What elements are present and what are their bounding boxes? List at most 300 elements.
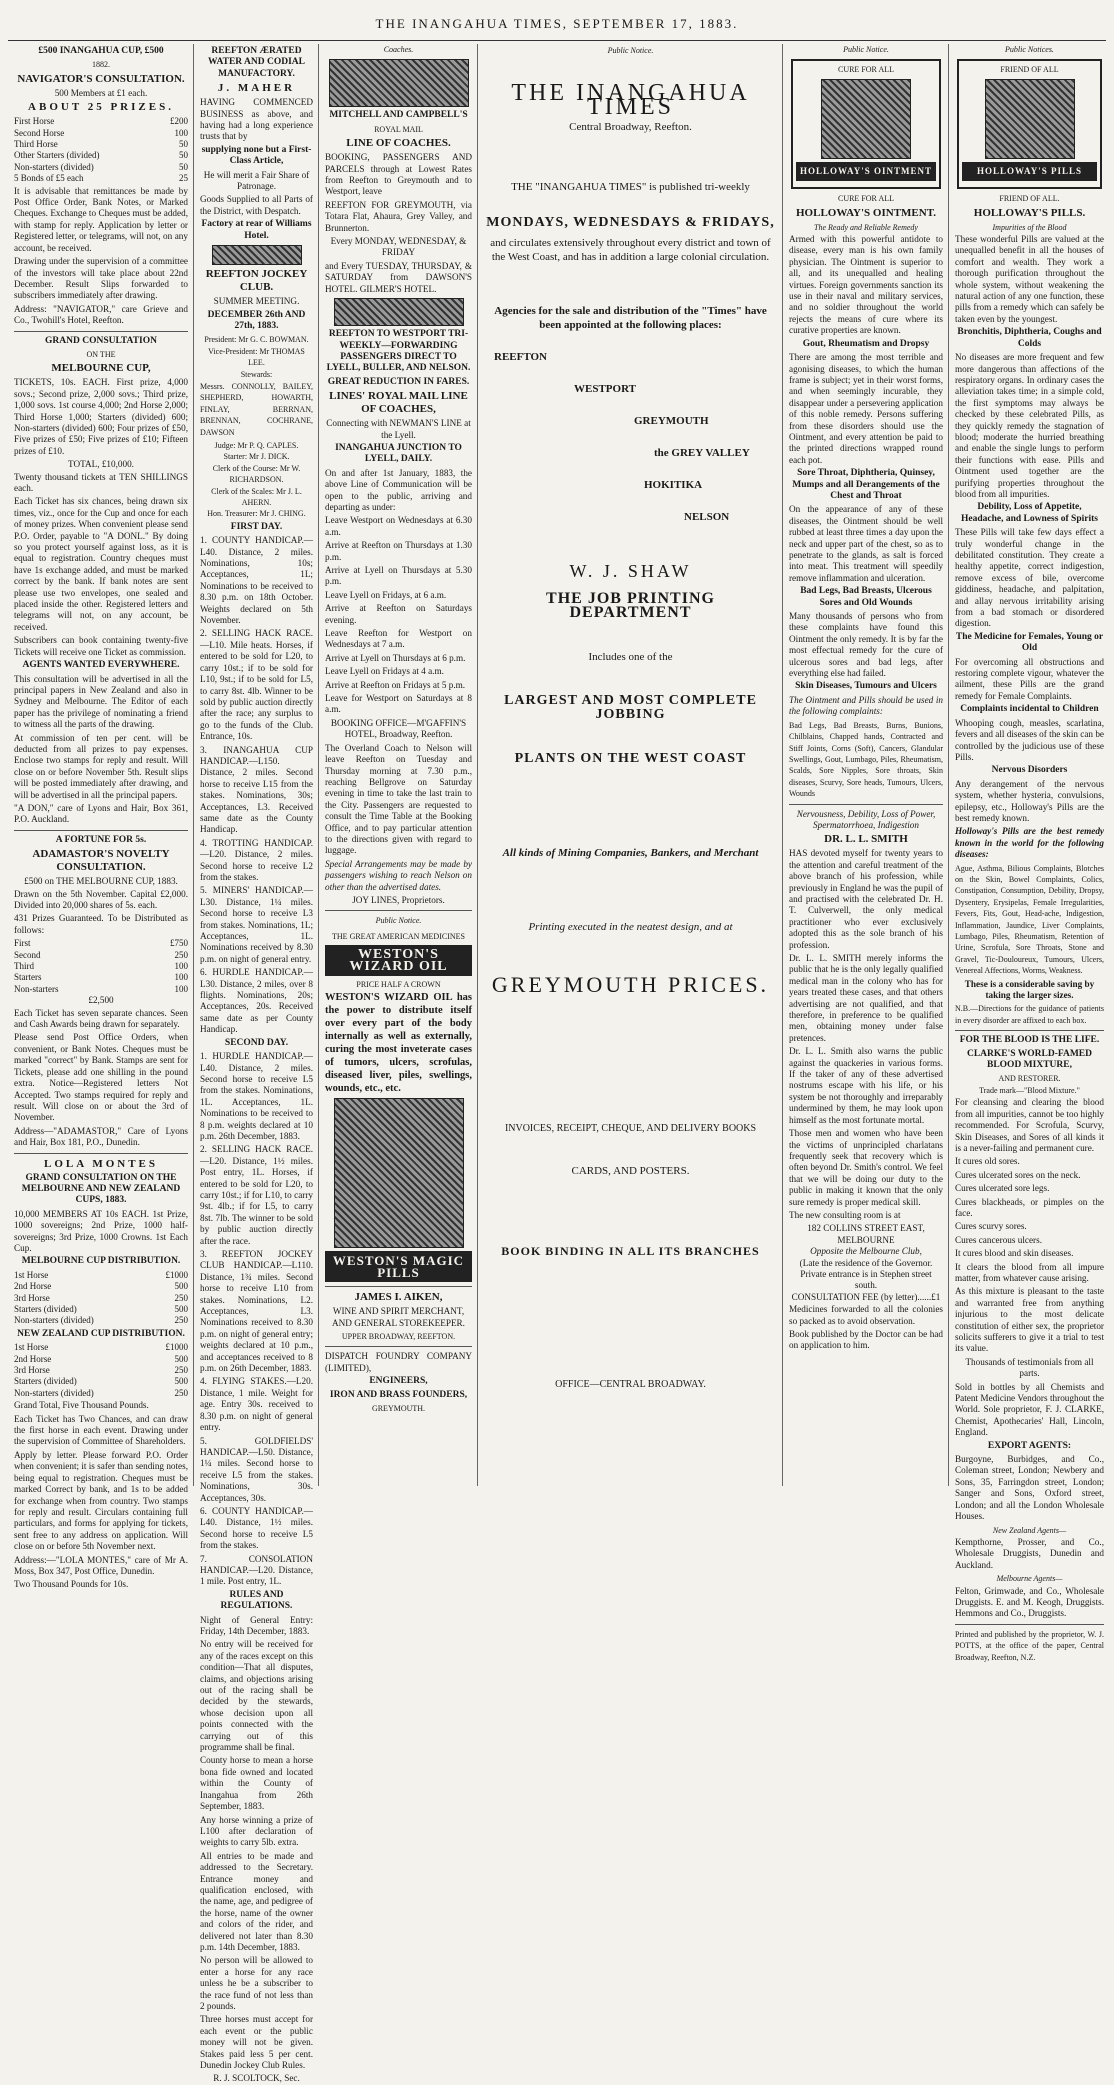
commission-text: At commission of ten per cent. will be deducted from all prizes to pay expenses. Enclose two stamps for reply and result. Will close on or before November 5th. Result slips will be posted immediately after drawing, and will be advertised in all the principal papers. — [14, 732, 188, 800]
engineers: ENGINEERS, — [369, 1376, 428, 1387]
timetable-entry: Leave Reefton for Westport on Wednesdays at 7 a.m. — [325, 628, 472, 650]
divider — [955, 1624, 1104, 1625]
booking-office: BOOKING OFFICE—M'GAFFIN'S HOTEL, Broadway, Reefton. — [330, 717, 467, 740]
judge-line: Judge: Mr P. Q. CAPLES. — [214, 440, 299, 450]
binding-line: BOOK BINDING IN ALL ITS BRANCHES — [501, 1244, 760, 1258]
table-row — [14, 961, 188, 972]
special-arrangements: Special Arrangements may be made by passengers wishing to reach Nelson on other than the advertised dates. — [325, 858, 472, 892]
prize-value: £750 — [170, 938, 188, 949]
melbourne-text: TICKETS, 10s. EACH. First prize, 4,000 sovs.; Second prize, 2,000 sovs.; Third prize, 1,000 sovs. 1st course 4,000; 2nd Horse 2,000; Third Horse 1,000; Starters (divided) 600; Non-starters (divided) 600; Four prizes of £50, Five prizes of £50; Five prizes of £10; Fifteen prizes of £10. — [14, 377, 188, 456]
table-row — [14, 1293, 188, 1304]
coach-company: MITCHELL AND CAMPBELL'S — [329, 110, 468, 121]
return-text: and Every TUESDAY, THURSDAY, & SATURDAY from DAWSON'S HOTEL. GILMER'S HOTEL. — [325, 260, 472, 294]
nz-distribution: NEW ZEALAND CUP DISTRIBUTION. — [17, 1328, 185, 1339]
cure-item: Cures scurvy sores. — [955, 1221, 1027, 1232]
table-row — [14, 950, 188, 961]
opposite-line: Opposite the Melbourne Club, — [810, 1246, 922, 1257]
maher-name: J. MAHER — [217, 82, 296, 95]
section-label: Public Notice. — [843, 45, 889, 54]
publication-days: MONDAYS, WEDNESDAYS & FRIDAYS, — [486, 215, 775, 230]
office-line: Central Broadway, Reefton. — [569, 121, 692, 133]
cure-item: It cures blood and skin diseases. — [955, 1248, 1074, 1259]
pills-label: HOLLOWAY'S PILLS — [962, 162, 1097, 181]
melb-agents-heading: Melbourne Agents— — [996, 1574, 1063, 1584]
table-row — [14, 1376, 188, 1387]
ointment-label: HOLLOWAY'S OINTMENT — [796, 162, 936, 181]
prize-value: 250 — [174, 1292, 188, 1303]
prize-label: Non-starters (divided) — [14, 161, 94, 172]
tickets-text: Twenty thousand tickets at TEN SHILLINGS each. — [14, 471, 188, 493]
timetable-entry: Leave Lyell on Fridays at 4 a.m. — [325, 666, 444, 677]
great-american: THE GREAT AMERICAN MEDICINES — [332, 931, 465, 941]
smith-name: DR. L. L. SMITH — [824, 833, 908, 846]
second-day-heading: SECOND DAY. — [224, 1037, 289, 1048]
royal-mail: ROYAL MAIL — [374, 124, 423, 134]
cure-item: Cures cancerous ulcers. — [955, 1234, 1042, 1245]
meeting-dates: DECEMBER 26th AND 27th, 1883. — [207, 309, 306, 331]
agencies-text: Agencies for the sale and distribution of the "Times" have been appointed at the following places: — [494, 305, 767, 331]
blood-life: FOR THE BLOOD IS THE LIFE. — [959, 1035, 1100, 1046]
prize-label: First — [14, 938, 31, 949]
divider — [789, 804, 943, 805]
melb-agents: Felton, Grimwade, and Co., Wholesale Druggists. E. and M. Keogh, Druggists. Hemmons and Co., Druggists. — [955, 1585, 1104, 1619]
column-3 — [321, 44, 476, 1486]
column-rule — [782, 44, 783, 1486]
paper-title: THE INANGAHUA TIMES — [511, 80, 750, 120]
grand-consultation-heading: GRAND CONSULTATION — [45, 335, 157, 346]
impurities-heading: Impurities of the Blood — [992, 222, 1067, 232]
prize-value: 50 — [179, 139, 188, 150]
includes-line: Includes one of the — [588, 651, 673, 663]
divider — [955, 1030, 1104, 1031]
agency-list — [484, 350, 777, 524]
subscribers-text: Subscribers can book containing twenty-five Tickets will receive one Ticket as commission. — [14, 635, 188, 657]
prize-value: £200 — [170, 116, 188, 127]
aiken-address: UPPER BROADWAY, REEFTON. — [341, 1332, 456, 1342]
prize-label: 3rd Horse — [14, 1365, 50, 1376]
complaints-list: Bad Legs, Bad Breasts, Burns, Bunions, Chilblains, Chapped hands, Contracted and Stiff Joints, Corns (Soft), Cancers, Glandular Swellings, Gout, Lumbago, Piles, Rheumatism, Scalds, Sore Nipples, Sore throats, Skin diseases, Scurvy, Sore heads, Tumours, Ulcers, Wounds — [789, 720, 943, 799]
cup-header: £500 INANGAHUA CUP, £500 — [38, 46, 164, 56]
column-4 — [480, 44, 781, 1486]
lola-text: Each Ticket has Two Chances, and can draw the first horse in each event. Drawing under the supervision of Committee of Shareholders. — [14, 1413, 188, 1447]
trade-mark: Trade mark—"Blood Mixture." — [979, 1085, 1080, 1095]
prize-label: 2nd Horse — [14, 1353, 52, 1364]
published-line: THE "INANGAHUA TIMES" is published tri-weekly — [511, 181, 750, 193]
circulation-text: and circulates extensively throughout every district and town of the West Coast, and has in addition a large colonial circulation. — [490, 237, 771, 263]
timetable-entry: Arrive at Lyell on Thursdays at 6 p.m. — [325, 652, 466, 663]
nervous-line: Nervousness, Debility, Loss of Power, Spermatorrhoea, Indigestion — [796, 808, 936, 830]
prize-value: 500 — [174, 1281, 188, 1292]
fares-reduction: GREAT REDUCTION IN FARES. — [327, 376, 470, 387]
table-row — [14, 162, 188, 173]
prize-label: 5 Bonds of £5 each — [14, 173, 84, 184]
cure-item: Cures ulcerated sores on the neck. — [955, 1169, 1081, 1180]
figure-illustration — [985, 79, 1075, 159]
nz-prize-table — [14, 1342, 188, 1399]
column-rule — [318, 44, 319, 1486]
nervous-heading: Nervous Disorders — [991, 765, 1068, 776]
prize-label: Starters (divided) — [14, 1304, 77, 1314]
pills-text: Any derangement of the nervous system, whether hysteria, convulsions, epilepsy, etc., Holloway's Pills are the best remedy known. — [955, 778, 1104, 823]
clarke-text: For cleansing and clearing the blood from all impurities, cannot be too highly recommended. For Scrofula, Scurvy, Skin Diseases, and Sores of all kinds it is a never-failing and permanent cure. — [955, 1097, 1104, 1153]
prize-label: Non-starters (divided) — [14, 1315, 94, 1326]
prize-label: Non-starters — [14, 983, 59, 994]
prize-value: 250 — [174, 1315, 188, 1326]
smith-text: Those men and women who have been the victims of unprincipled charlatans frequently seek that recovery which is often beyond Dr. Smith's control. We feel that we will be doing our duty to the public in making it known that the only sure remedy is proper medical skill. — [789, 1128, 943, 1207]
race-entry: 1. HURDLE HANDICAP.—L40. Distance, 2 miles. Second horse to receive L5 from the stakes. Nominations, 1L. Acceptances, 1L. Nominations to be received to 8 p.m. weights declared at 10 p.m. 26th December, 1883. — [200, 1051, 313, 1141]
pills-heading: HOLLOWAY'S PILLS. — [973, 206, 1086, 219]
agents-heading: AGENTS WANTED EVERYWHERE. — [22, 660, 180, 671]
adamastor-text: Please send Post Office Orders, when convenient, or Bank Notes. Cheques must be marked "correct" by Bank. Stamps are sent for Tickets, please add one shilling in the pound extra. Notice—Registered letters Not Accepted. Two stamps required for reply and result. Will close on or about the 3rd of November. — [14, 1032, 188, 1123]
agency-place: HOKITIKA — [644, 479, 703, 491]
column-1 — [10, 44, 192, 1590]
prize-label: First Horse — [14, 116, 55, 127]
prize-value: 500 — [174, 1376, 188, 1387]
prize-label: 2nd Horse — [14, 1281, 52, 1292]
coach-illustration — [329, 59, 469, 107]
divider — [14, 331, 188, 332]
lola-distribution: MELBOURNE CUP DISTRIBUTION. — [21, 1256, 181, 1267]
divider — [325, 1346, 472, 1347]
clarke-heading: CLARKE'S WORLD-FAMED BLOOD MIXTURE, — [966, 1048, 1092, 1071]
schedule: Every MONDAY, WEDNESDAY, & FRIDAY — [330, 236, 467, 258]
race-entry: 3. REEFTON JOCKEY CLUB HANDICAP.—L110. Distance, 1¾ miles. Second horse to receive L10 from stakes. Nominations, L2. Acceptances, L3. Nominations received to 8.30 p.m. on night of general entry; weights declared at 10 p.m., and acceptances received to 8 p.m. on 26th December, 1883. — [200, 1249, 313, 1374]
table-row — [14, 1281, 188, 1292]
timetable-entry: Arrive at Reefton on Thursdays at 1.30 p.m. — [325, 540, 472, 562]
newman-text: Connecting with NEWMAN'S LINE at the Lyell. — [326, 418, 471, 440]
timetable-entry: Leave Westport on Wednesdays at 6.30 a.m. — [325, 515, 472, 537]
ointment-text: On the appearance of any of these diseases, the Ointment should be well rubbed at least three times a day upon the neck and upper part of the chest, so as to penetrate to the glands, as salt is forced into meat. This treatment will speedily remove inflammation and ulceration. — [789, 504, 943, 583]
largest-line: LARGEST AND MOST COMPLETE JOBBING — [504, 693, 757, 722]
race-entry: 2. SELLING HACK RACE.—L10. Mile heats. Horses, if entered to be sold for L20, to carry 10st.; if to be sold for L10, 9st.; if to be sold for L5, to carry 8st. 4lb. Winner to be sold by public auction directly after the race; any surplus to go to the funds of the Club. Entrance, 10s. — [200, 628, 313, 742]
fees-line: The new consulting room is at — [789, 1209, 901, 1220]
smith-text: Dr. L. L. Smith also warns the public against the quackeries in various forms. If the taker of any of these advertised nostrums escape with his life, or his system be not thoroughly and irreparably undermined by them, he may look upon himself as the most fortunate mortal. — [789, 1046, 943, 1125]
book-line: Book published by the Doctor can be had on application to him. — [789, 1329, 943, 1351]
sore-throat-heading: Sore Throat, Diphtheria, Quinsey, Mumps and all Derangements of the Chest and Throat — [792, 468, 940, 501]
prize-value: 250 — [174, 949, 188, 960]
timetable-entry: Arrive at Reefton on Saturdays evening. — [325, 603, 472, 625]
rule-entry: Any horse winning a prize of L100 after declaration of weights to carry 5lb. extra. — [200, 1814, 313, 1848]
kinds-line: All kinds of Mining Companies, Bankers, and Merchant — [502, 847, 759, 859]
prize-label: 1st Horse — [14, 1269, 49, 1280]
emblem-banner: FRIEND OF ALL — [1000, 65, 1059, 75]
agents-text: This consultation will be advertised in all the principal papers in New Zealand and also in Sydney and Melbourne. The Editor of each paper has the privilege of nominating a friend to witness all the parts of the drawing. — [14, 673, 188, 730]
lola-montes-heading: LOLA MONTES — [44, 1157, 158, 1170]
line-of-coaches: LINE OF COACHES. — [346, 137, 451, 150]
job-printing-heading: THE JOB PRINTING DEPARTMENT — [546, 590, 715, 621]
skin-heading: Skin Diseases, Tumours and Ulcers — [795, 681, 937, 692]
pills-text: These Pills will take few days effect a truly wonderful change in the debilitated constitution. They create a healthy appetite, correct indigestion, remove excess of bile, overcome giddiness, headache, and palpitation, and allay nervous irritability arising from a bad stomach or disordered digestion. — [955, 527, 1104, 629]
prize-label: Second Horse — [14, 127, 65, 138]
plants-line: PLANTS ON THE WEST COAST — [514, 751, 747, 766]
prize-label: Starters (divided) — [14, 1376, 77, 1387]
prize-value: 100 — [174, 983, 188, 994]
cure-item: It clears the blood from all impure matter, from whatever cause arising. — [955, 1261, 1104, 1283]
table-row — [14, 1388, 188, 1399]
grand-on: ON THE — [86, 349, 116, 359]
timetable-entry: Arrive at Reefton on Fridays at 5 p.m. — [325, 679, 466, 690]
navigator-title: NAVIGATOR'S CONSULTATION. — [17, 72, 185, 85]
clerk-line: Clerk of the Course: Mr W. RICHARDSON. — [212, 463, 301, 485]
prize-value: 500 — [174, 1304, 188, 1314]
adamastor-text: Drawn on the 5th November. Capital £2,000. Divided into 20,000 shares of 5s. each. — [14, 888, 188, 910]
foundry-location: GREYMOUTH. — [371, 1404, 426, 1414]
table-row — [14, 984, 188, 995]
printing-line: Printing executed in the neatest design, and at — [528, 921, 733, 933]
ointment-text: The Ointment and Pills should be used in the following complaints: — [789, 694, 943, 717]
cure-item: It cures old sores. — [955, 1156, 1020, 1167]
restorer-line: AND RESTORER. — [998, 1074, 1061, 1084]
table-row — [14, 1354, 188, 1365]
agency-place: GREYMOUTH — [634, 415, 709, 427]
clarke-text: As this mixture is pleasant to the taste and warranted free from anything injurious to the most delicate constitution of either sex, the proprietor solicits sufferers to give it a trial to test its value. — [955, 1286, 1104, 1354]
prize-label: Starters — [14, 972, 42, 983]
table-row — [14, 972, 188, 983]
each-ticket-text: Each Ticket has six chances, being drawn six times, viz., once for the Cup and once for each of money prizes. When convenient please send P.O. Order, payable to "A DONL." By doing so you protect yourself against loss, as it is equal to registration. Country cheques must have 1s exchange added, and must be marked correct by the bank. If bank notes are sent please use two envelopes, one sealed and placed inside the other. Registered letters and telegrams will not, on any account, be received. — [14, 496, 188, 632]
supplying-line: supplying none but a First-Class Article, — [201, 144, 312, 167]
maher-text: HAVING COMMENCED BUSINESS as above, and having had a long experience trusts that by — [200, 97, 313, 142]
pills-text: Whooping cough, measles, scarlatina, fevers and all diseases of the skin can be controlled by the judicious use of these Pills. — [955, 717, 1104, 762]
smith-text: Dr. L. L. SMITH merely informs the public that he is the only legally qualified medical man in the colony who has for years treated these cases, and that others advertising are not qualified, and that therefore, in preference to be qualified men, obtaining money under false pretences. — [789, 953, 943, 1043]
adamastor-heading: ADAMASTOR'S NOVELTY CONSULTATION. — [32, 848, 170, 874]
westport-tri-weekly: REEFTON TO WESTPORT TRI-WEEKLY—FORWARDING PASSENGERS DIRECT TO LYELL, BULLER, AND NELSON. — [326, 329, 471, 374]
after-text: On and after 1st January, 1883, the above Line of Communication will be open to the public, arriving and departing as under: — [325, 467, 472, 512]
prize-label: Other Starters (divided) — [14, 150, 100, 161]
lines-signature: JOY LINES, Proprietors. — [352, 894, 445, 905]
cards-line: CARDS, AND POSTERS. — [571, 1165, 690, 1177]
race-entry: 5. MINERS' HANDICAP.—L30. Distance, 1¼ miles. Second horse to receive L3 from stakes. Nominations, 1L; Acceptances, 1L. Nominations received by 8.30 p.m. on night of general entry. — [200, 885, 313, 964]
dispatch-foundry: DISPATCH FOUNDRY COMPANY (LIMITED), — [325, 1351, 472, 1373]
saving-line: These is a considerable saving by taking the larger sizes. — [964, 978, 1095, 1001]
melbourne-cup-heading: MELBOURNE CUP, — [51, 362, 151, 375]
coach-illustration — [334, 298, 464, 326]
members-line: 500 Members at £1 each. — [54, 87, 148, 98]
disease-list: Ague, Asthma, Bilious Complaints, Blotches on the Skin, Bowel Complaints, Colics, Constipation, Consumption, Debility, Dropsy, Dysentery, Erysipelas, Female Irregularities, Fevers, Fits, Gout, Head-ache, Indigestion, Inflammation, Jaundice, Liver Complaints, Lumbago, Piles, Rheumatism, Retention of Urine, Scrofula, Sore Throats, Stone and Gravel, Tic-Douloureux, Tumours, Ulcers, Venereal Affections, Worms, Weakness. — [955, 863, 1104, 976]
adon-address: "A DON," care of Lyons and Hair, Box 361, P.O. Auckland. — [14, 802, 188, 825]
friend-line: FRIEND OF ALL. — [999, 194, 1060, 204]
aiken-text: WINE AND SPIRIT MERCHANT, AND GENERAL STOREKEEPER. — [332, 1306, 465, 1328]
nb-line: N.B.—Directions for the guidance of patients in every disorder are affixed to each box. — [955, 1004, 1104, 1025]
late-line: (Late the residence of the Governor. — [799, 1257, 933, 1268]
consult-fee: CONSULTATION FEE (by letter)......£1 — [791, 1291, 941, 1302]
table-row — [14, 150, 188, 161]
adamastor-total: £2,500 — [88, 995, 114, 1006]
column-6 — [951, 44, 1108, 1662]
cure-item: Cures ulcerated sore legs. — [955, 1183, 1050, 1194]
agency-place: the GREY VALLEY — [654, 447, 750, 459]
adamastor-text: 431 Prizes Guaranteed. To be Distributed as follows: — [14, 913, 188, 935]
header-rule — [8, 40, 1106, 41]
goods-text: Goods Supplied to all Parts of the District, with Despatch. — [200, 194, 313, 216]
ointment-sub: The Ready and Reliable Remedy — [814, 222, 918, 232]
table-row — [14, 1304, 188, 1315]
ointment-text: Many thousands of persons who from these complaints have found this Ointment the only remedy. It is by far the most effectual remedy for the cure of ulcerous sores and bad legs, after everything else had failed. — [789, 611, 943, 679]
lola-prize-table — [14, 1270, 188, 1327]
starter-line: Starter: Mr J. DICK. — [223, 452, 290, 462]
table-row — [14, 1342, 188, 1353]
lola-text: Apply by letter. Please forward P.O. Order when convenient; it is safer than sending notes, being equal to registration. Cheques must be marked Correct by bank, and 1s to be added for exchange when from country. Two stamps for reply and result. Circulars containing full particulars, and forms for applying for tickets, sent free to any address on application. Will close on or before 5th November next. — [14, 1449, 189, 1552]
agency-place: NELSON — [684, 511, 730, 523]
office-footer: OFFICE—CENTRAL BROADWAY. — [555, 1379, 706, 1390]
agency-place: WESTPORT — [574, 383, 636, 395]
prize-label: Second — [14, 949, 41, 960]
prize-label: Third — [14, 961, 34, 972]
table-row — [14, 139, 188, 150]
race-entry: 2. SELLING HACK RACE.—L20. Distance, 1½ miles. Post entry, 1L. Horses, if entered to be sold for L20, to carry 10st.; if for L10, to carry 9st. 4lb.; if for L5, to carry 8st. 7lb. The winner to be sold by public auction directly after the race. — [200, 1144, 313, 1246]
prize-label: 1st Horse — [14, 1342, 49, 1353]
racehorse-illustration — [212, 245, 302, 265]
shaw-name: W. J. SHAW — [569, 561, 692, 581]
section-label: Public Notice. — [375, 916, 422, 926]
wizard-oil-text: WESTON'S WIZARD OIL has the power to distribute itself over every part of the body internally as well as externally, curing the most inveterate cases of tumors, ulcers, scrofulas, diseased liver, piles, swellings, wounds, etc., etc. — [325, 992, 472, 1095]
reefton-greymouth: REEFTON FOR GREYMOUTH, via Totara Flat, Ahaura, Grey Valley, and Brunnerton. — [325, 199, 472, 233]
medicine-line: Medicines forwarded to all the colonies so packed as to avoid observation. — [789, 1304, 943, 1326]
prize-value: 50 — [179, 150, 188, 161]
prize-value: 500 — [174, 1353, 188, 1364]
price-line: PRICE HALF A CROWN — [356, 980, 441, 989]
patronage-line: He will merit a Fair Share of Patronage. — [203, 169, 310, 192]
table-row — [14, 938, 188, 949]
factory-line: Factory at rear of Williams Hotel. — [201, 219, 312, 241]
invoices-line: INVOICES, RECEIPT, CHEQUE, AND DELIVERY BOOKS — [504, 1123, 757, 1134]
gout-heading: Gout, Rheumatism and Dropsy — [802, 338, 930, 349]
smith-address: 182 COLLINS STREET EAST, MELBOURNE — [807, 1223, 925, 1245]
nz-agents: Kempthorne, Prosser, and Co., Wholesale Druggists, Dunedin and Auckland. — [955, 1536, 1104, 1570]
column-rule — [477, 44, 478, 1486]
ointment-text: Armed with this powerful antidote to disease, every man is his own family physician. The Ointment is superior to all, and its unequalled and healing virtues. Foreign governments sanction its use in their naval and military services, and no soldier throughout the world rejects the means of cure where its curative properties are known. — [789, 234, 943, 336]
rule-entry: Night of General Entry: Friday, 14th December, 1883. — [200, 1614, 313, 1636]
nz-agents-heading: New Zealand Agents— — [992, 1525, 1067, 1535]
rules-heading: RULES AND REGULATIONS. — [220, 1589, 293, 1612]
aiken-name: JAMES I. AIKEN, — [354, 1291, 443, 1304]
race-entry: 6. HURDLE HANDICAP.—L30. Distance, 2 miles, over 8 flights. Nominations, 20s; Acceptances, 20s. Received same date as per County Handicap. — [200, 967, 313, 1035]
testimonials: Thousands of testimonials from all parts. — [965, 1356, 1094, 1379]
rule-entry: No entry will be received for any of the races except on this condition—That all disputes, claims, and objections arising out of the racing shall be decided by the stewards, whose decision upon all points connected with the carrying out of this programme shall be final. — [200, 1639, 313, 1753]
pills-emblem — [957, 59, 1102, 189]
imprint: Printed and published by the proprietor, W. J. POTTS, at the office of the paper, Central Broadway, Reefton, N.Z. — [955, 1629, 1104, 1662]
magic-pills-banner: WESTON'S MAGIC PILLS — [325, 1251, 472, 1282]
timetable-entry: Leave for Westport on Saturdays at 8 a.m. — [325, 693, 472, 715]
rule-entry: Three horses must accept for each event or the public money will not be given. Stakes paid less 5 per cent. Dunedin Jockey Club Rules. — [200, 2014, 313, 2071]
wizard-oil-banner: WESTON'S WIZARD OIL — [325, 945, 472, 976]
junction-line: INANGAHUA JUNCTION TO LYELL, DAILY. — [335, 442, 462, 465]
fortune-heading: A FORTUNE FOR 5s. — [55, 834, 147, 845]
divider — [325, 1286, 472, 1287]
scales-line: Clerk of the Scales: Mr J. L. AHERN. — [211, 486, 302, 507]
adamastor-prize-table — [14, 938, 188, 995]
table-row — [14, 1315, 188, 1326]
list-heading: Holloway's Pills are the best remedy known in the world for the following diseases: — [955, 826, 1104, 860]
race-entry: 6. COUNTY HANDICAP.—L40. Distance, 1½ miles. Second horse to receive L5 from the stakes. — [200, 1505, 313, 1551]
rule-entry: All entries to be made and addressed to the Secretary. Entrance money and qualification enclosed, with the name, age, and pedigree of the horse, name of the owner and colors of the rider, and delivered not later than 8.30 p.m. 14th December, 1883. — [200, 1850, 313, 1952]
president-line: President: Mr G. C. BOWMAN. — [204, 335, 309, 345]
figure-illustration — [821, 79, 911, 159]
section-label: Public Notice. — [607, 46, 654, 55]
prize-label: Third Horse — [14, 139, 58, 150]
melbourne-total: TOTAL, £10,000. — [68, 459, 134, 470]
prize-value: 100 — [174, 961, 188, 972]
masthead — [0, 0, 1114, 40]
race-entry: 7. CONSOLATION HANDICAP.—L20. Distance, 1 mile. Post entry, 1L. — [200, 1553, 313, 1587]
prize-value: 250 — [174, 1365, 188, 1376]
debility-heading: Debility, Loss of Appetite, Headache, and Lowness of Spirits — [961, 502, 1098, 524]
table-row — [14, 116, 188, 127]
table-row — [14, 173, 188, 184]
ointment-heading: HOLLOWAY'S OINTMENT. — [796, 206, 936, 219]
race-entry: 3. INANGAHUA CUP HANDICAP.—L150. Distance, 2 miles. Second horse to receive L15 from the stakes. Nominations, 30s; Acceptances, L3. Received same date as the County Handicap. — [200, 744, 313, 835]
prize-value: £1000 — [165, 1269, 188, 1280]
lola-text: 10,000 MEMBERS AT 10s EACH. 1st Prize, 1000 sovereigns; 2nd Prize, 1000 half-sovereigns; 3rd Prize, 1000 Crowns. 1st Each Cup. — [14, 1208, 188, 1253]
lola-sub: GRAND CONSULTATION ON THE MELBOURNE AND NEW ZEALAND CUPS, 1883. — [21, 1172, 181, 1206]
prize-value: 25 — [179, 173, 188, 184]
royal-mail-line: LINES' ROYAL MAIL LINE OF COACHES, — [329, 390, 468, 416]
table-row — [14, 128, 188, 139]
column-rule — [193, 44, 194, 1486]
sold-text: Sold in bottles by all Chemists and Patent Medicine Vendors throughout the World. Sole proprietor, F. J. CLARKE, Chemist, Apothecaries' Hall, Lincoln, England. — [955, 1381, 1104, 1438]
pills-text: These wonderful Pills are valued at the unequalled benefit in all the houses of comfort and wealth. They work a thorough purification throughout the whole system, without weakening the natural action of any one function, these pills from a remedy which can safely be taken even by the youngest. — [955, 234, 1104, 324]
divider — [14, 830, 188, 831]
prize-value: 250 — [174, 1387, 188, 1398]
females-heading: The Medicine for Females, Young or Old — [955, 631, 1104, 654]
summer-meeting: SUMMER MEETING. — [213, 296, 300, 307]
overland-text: The Overland Coach to Nelson will leave Reefton on Tuesday and Thursday morning at 7.30 p.m., reaching Bellgrove on Saturday evening in time to take the last train to the City. Passengers are requested to consult the Time Table at the Booking Office, and to pay particular attention to the directions given with regard to luggage. — [325, 742, 472, 856]
timetable-entry: Arrive at Lyell on Thursdays at 5.30 p.m. — [325, 565, 472, 587]
race-entry: 4. FLYING STAKES.—L20. Distance, 1 mile. Weight for age. Entry 30s. received to 8.30 p.m. on night of general entry. — [200, 1376, 313, 1433]
bad-legs-heading: Bad Legs, Bad Breasts, Ulcerous Sores and Old Wounds — [800, 586, 932, 608]
greymouth-prices: GREYMOUTH PRICES. — [491, 972, 770, 997]
navigator-address: Address: "NAVIGATOR," care Grieve and Co., Twohill's Hotel, Reefton. — [14, 303, 188, 326]
smith-text: HAS devoted myself for twenty years to the attention and careful treatment of the above branch of his profession, while previously in England he was the pupil of and practised with the celebrated Dr. H. T. Culverwell, the only medical practitioner who ever exclusively adopted this as the sole branch of his profession. — [789, 848, 943, 950]
stewards-list: Messrs. CONNOLLY, BAILEY, SHEPHERD, HOWARTH, FINLAY, BERRNAN, BRENNAN, COCHRANE, DAWSON — [200, 381, 313, 437]
cure-line: CURE FOR ALL — [837, 194, 894, 204]
bronchitis-heading: Bronchitis, Diphtheria, Coughs and Colds — [957, 327, 1102, 349]
lola-footer: Two Thousand Pounds for 10s. — [14, 1579, 129, 1590]
emblem-banner: CURE FOR ALL — [837, 65, 894, 75]
vice-president-line: Vice-President: Mr THOMAS LEE. — [208, 346, 305, 368]
pills-text: For overcoming all obstructions and restoring complete vigour, whatever the ailment, these Pills are the grand remedy for Female Complaints. — [955, 656, 1104, 701]
navigator-text: Drawing under the supervision of a committee of the investors will take place about 22nd December. Result Slips forwarded to subscribers immediately after drawing. — [14, 256, 188, 301]
column-2 — [196, 44, 317, 2084]
page-header: THE INANGAHUA TIMES, SEPTEMBER 17, 1883. — [375, 16, 739, 31]
ointment-text: There are among the most terrible and agonising diseases, to which the human frame is subject; yet in their worst forms, and when seemingly incurable, they disappear under a persevering application of this noble remedy. Persons suffering from these disorders should use the Ointment, and every attention be paid to the printed directions wrapped round each pot. — [789, 352, 943, 465]
treasurer-line: Hon. Treasurer: Mr J. CHING. — [207, 509, 306, 519]
booking-text: BOOKING, PASSENGERS AND PARCELS through at Lowest Rates from Reefton to Greymouth and to Westport, leave — [325, 152, 472, 197]
section-label: Coaches. — [383, 45, 414, 54]
prize-value: 50 — [179, 161, 188, 172]
pills-text: No diseases are more frequent and few more dangerous than affections of the respiratory organs. In ordinary cases the alleviation takes time; in a simple cold, the first symptoms may always be checked by these celebrated Pills, as they quickly remedy the stagnation of blood; moderate the hurried breathing and enable the single lungs to perform their functions with ease. Pills and Ointment used together are the purifying properties throughout the blood from all impurities. — [955, 352, 1104, 499]
prize-value: 100 — [174, 127, 188, 138]
adamastor-address: Address—"ADAMASTOR," Care of Lyons and Hair, Box 181, P.O., Dunedin. — [14, 1125, 188, 1148]
prize-label: 3rd Horse — [14, 1292, 50, 1303]
navigator-text: It is advisable that remittances be made by Post Office Order, Bank Notes, or Marked Cheques. Exchange to Cheques must be added, with stamp for reply. Application by letter or Registered letter, or telegrams, will not, on any account, be received. — [14, 185, 188, 253]
aerated-water-heading: REEFTON ÆRATED WATER AND CODIAL MANUFACTORY. — [208, 46, 305, 79]
export-heading: EXPORT AGENTS: — [987, 1440, 1072, 1451]
timetable-entry: Leave Lyell on Fridays, at 6 a.m. — [325, 589, 447, 600]
cup-year: 1882. — [92, 60, 110, 70]
private-line: Private entrance is in Stephen street south. — [800, 1268, 932, 1291]
jockey-club-heading: REEFTON JOCKEY CLUB. — [205, 268, 308, 294]
section-label: Public Notices. — [1005, 45, 1054, 54]
divider — [14, 1153, 188, 1154]
race-entry: 5. GOLDFIELDS' HANDICAP.—L50. Distance, 1¼ miles. Second horse to receive L5 from the stakes. Nominations, 30s. Acceptances, 30s. — [200, 1435, 313, 1503]
adamastor-sub: £500 on THE MELBOURNE CUP, 1883. — [24, 876, 178, 887]
founders: IRON AND BRASS FOUNDERS, — [329, 1389, 468, 1400]
lola-total: Grand Total, Five Thousand Pounds. — [14, 1400, 149, 1411]
rule-entry: County horse to mean a horse bona fide owned and located within the County of Inangahua from 26th September, 1883. — [200, 1755, 313, 1812]
divider — [325, 910, 472, 911]
table-row — [14, 1365, 188, 1376]
secretary-signature: R. J. SCOLTOCK, Sec. — [213, 2073, 300, 2084]
